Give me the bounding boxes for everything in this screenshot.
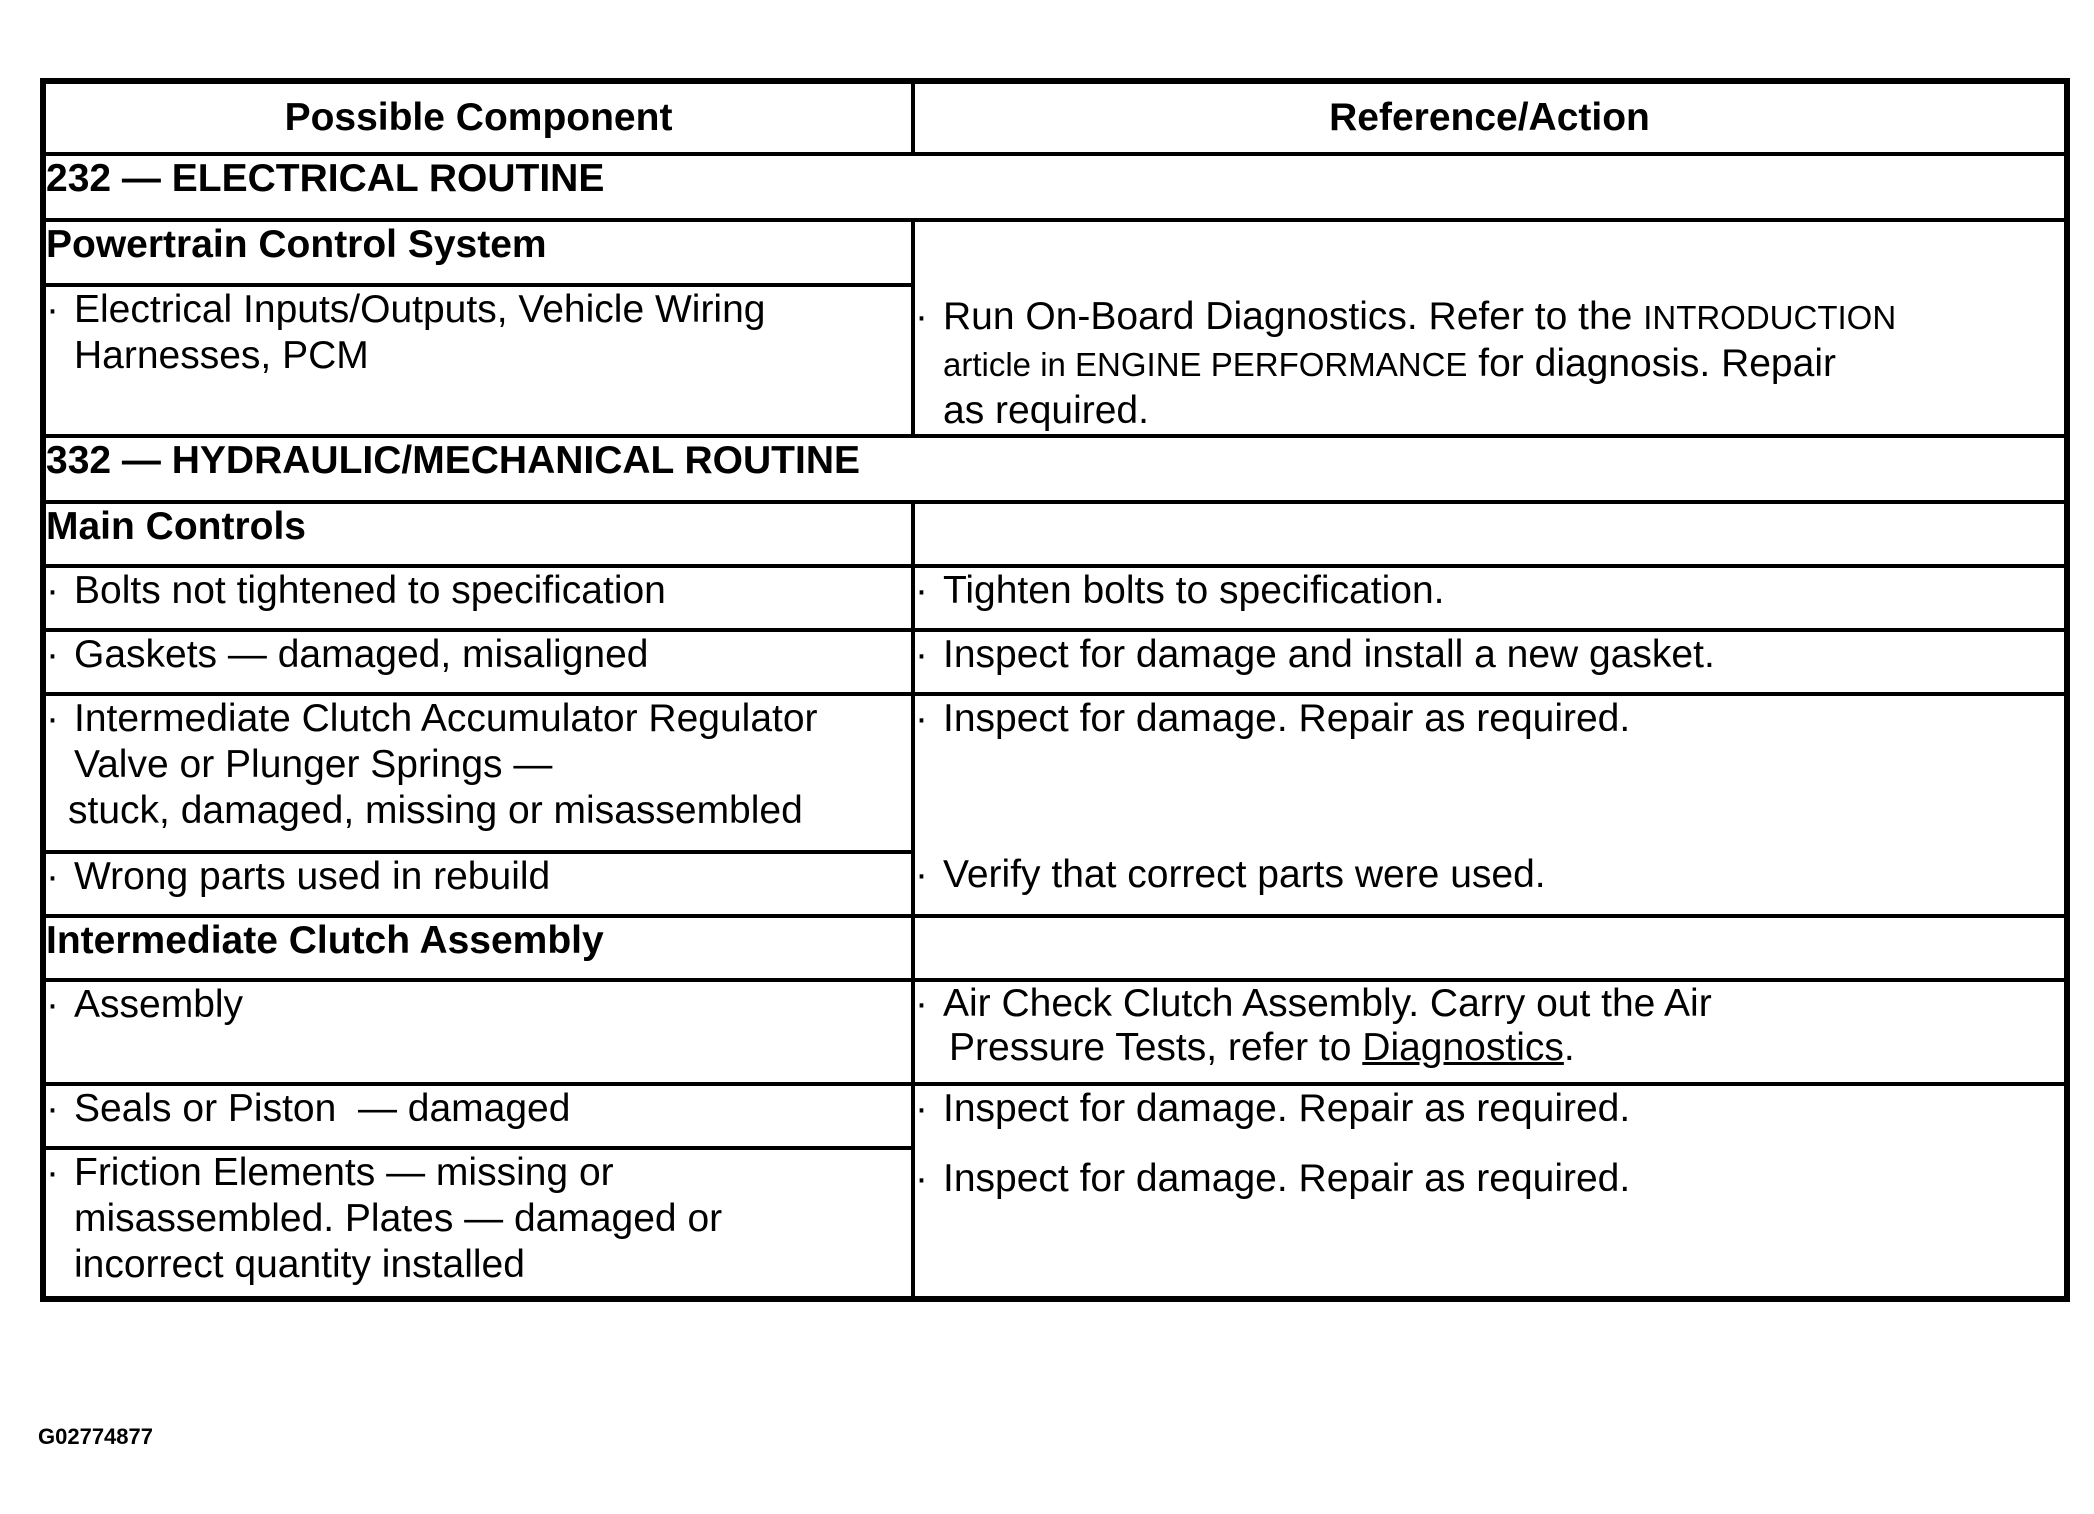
action-text: Tighten bolts to specification. — [943, 569, 1445, 612]
action-assembly — [913, 980, 2067, 1084]
bullet-mark: · — [915, 295, 928, 338]
bullet-mark: · — [915, 633, 928, 676]
bullet-mark: · — [915, 853, 928, 896]
action-bolts — [913, 566, 2067, 630]
action-cell-regulator — [913, 694, 2067, 916]
bullet-mark: · — [46, 569, 59, 612]
action-text: Verify that correct parts were used. — [943, 853, 1546, 896]
action-text: . — [1563, 1026, 1575, 1069]
component-assembly — [43, 980, 913, 1084]
component-regulator — [43, 694, 913, 852]
component-seals — [43, 1084, 913, 1148]
group-intermediate-clutch-title: Intermediate Clutch Assembly — [43, 916, 913, 980]
reference-engine-performance: article in ENGINE PERFORMANCE — [943, 346, 1468, 383]
component-text: Wrong parts used in rebuild — [74, 855, 551, 898]
action-gaskets — [913, 630, 2067, 694]
action-regulator — [915, 696, 2064, 742]
diagnosis-table — [40, 78, 2070, 1302]
bullet-mark: · — [915, 697, 928, 740]
action-cell-electrical — [913, 220, 2067, 436]
component-text: Harnesses, PCM — [74, 334, 369, 378]
group-row — [43, 502, 2067, 566]
action-text: Run On-Board Diagnostics. Refer to the — [943, 295, 1633, 338]
bullet-mark: · — [46, 1087, 59, 1130]
bullet-mark: · — [46, 1151, 59, 1194]
section-row — [43, 436, 2067, 502]
header-component: Possible Component — [43, 81, 913, 154]
bullet-mark: · — [46, 697, 59, 740]
item-row — [43, 1084, 2067, 1148]
group-powertrain-title: Powertrain Control System — [43, 220, 913, 285]
diagnostics-link[interactable]: Diagnostics — [1362, 1026, 1564, 1069]
action-electrical — [915, 294, 2064, 434]
component-text: Assembly — [74, 983, 244, 1026]
header-row — [43, 81, 2067, 154]
component-wrong-parts — [43, 852, 913, 916]
section-row — [43, 154, 2067, 220]
component-text: Gaskets — damaged, misaligned — [74, 633, 649, 676]
group-main-controls-title: Main Controls — [43, 502, 913, 566]
action-text: Inspect for damage. Repair as required. — [943, 1087, 1631, 1130]
bullet-mark: · — [915, 1157, 928, 1200]
bullet-mark: · — [915, 1087, 928, 1130]
action-text: Inspect for damage and install a new gasket. — [943, 633, 1715, 676]
component-electrical-inputs — [43, 285, 913, 436]
reference-introduction: INTRODUCTION — [1643, 299, 1897, 336]
empty-cell — [913, 502, 2067, 566]
component-text: Seals or Piston — damaged — [74, 1087, 571, 1130]
component-text: stuck, damaged, missing or misassembled — [68, 789, 803, 832]
action-text: as required. — [943, 389, 1149, 432]
component-text: Valve or Plunger Springs — — [74, 743, 553, 786]
section-332-title: 332 — HYDRAULIC/MECHANICAL ROUTINE — [43, 436, 2067, 502]
action-text: Inspect for damage. Repair as required. — [943, 697, 1631, 740]
bullet-mark: · — [915, 569, 928, 612]
action-text: for diagnosis. Repair — [1478, 342, 1836, 385]
component-text: incorrect quantity installed — [74, 1243, 525, 1286]
action-friction — [915, 1156, 2064, 1202]
figure-code: G02774877 — [38, 1424, 153, 1449]
group-row — [43, 916, 2067, 980]
component-text: Bolts not tightened to specification — [74, 569, 666, 612]
component-text: Friction Elements — missing or — [74, 1151, 614, 1194]
bullet-mark: · — [915, 982, 928, 1025]
section-232-title: 232 — ELECTRICAL ROUTINE — [43, 154, 2067, 220]
item-row — [43, 694, 2067, 852]
component-friction — [43, 1148, 913, 1299]
action-text: Air Check Clutch Assembly. Carry out the Air — [943, 982, 1712, 1025]
component-text: misassembled. Plates — damaged or — [74, 1197, 723, 1240]
bullet-mark: · — [46, 983, 59, 1026]
item-row — [43, 980, 2067, 1084]
empty-cell — [913, 916, 2067, 980]
action-seals — [915, 1086, 2064, 1132]
action-text: Pressure Tests, refer to — [949, 1026, 1352, 1069]
bullet-mark: · — [46, 855, 59, 898]
action-cell-seals-friction — [913, 1084, 2067, 1299]
action-wrong-parts — [915, 852, 2064, 898]
component-text: Electrical Inputs/Outputs, Vehicle Wiring — [74, 288, 766, 332]
bullet-mark: · — [46, 288, 59, 332]
component-text: Intermediate Clutch Accumulator Regulator — [74, 697, 818, 740]
item-row — [43, 630, 2067, 694]
action-text: Inspect for damage. Repair as required. — [943, 1157, 1631, 1200]
bullet-mark: · — [46, 633, 59, 676]
header-action: Reference/Action — [913, 81, 2067, 154]
component-bolts — [43, 566, 913, 630]
component-gaskets — [43, 630, 913, 694]
group-row — [43, 220, 2067, 285]
item-row — [43, 566, 2067, 630]
